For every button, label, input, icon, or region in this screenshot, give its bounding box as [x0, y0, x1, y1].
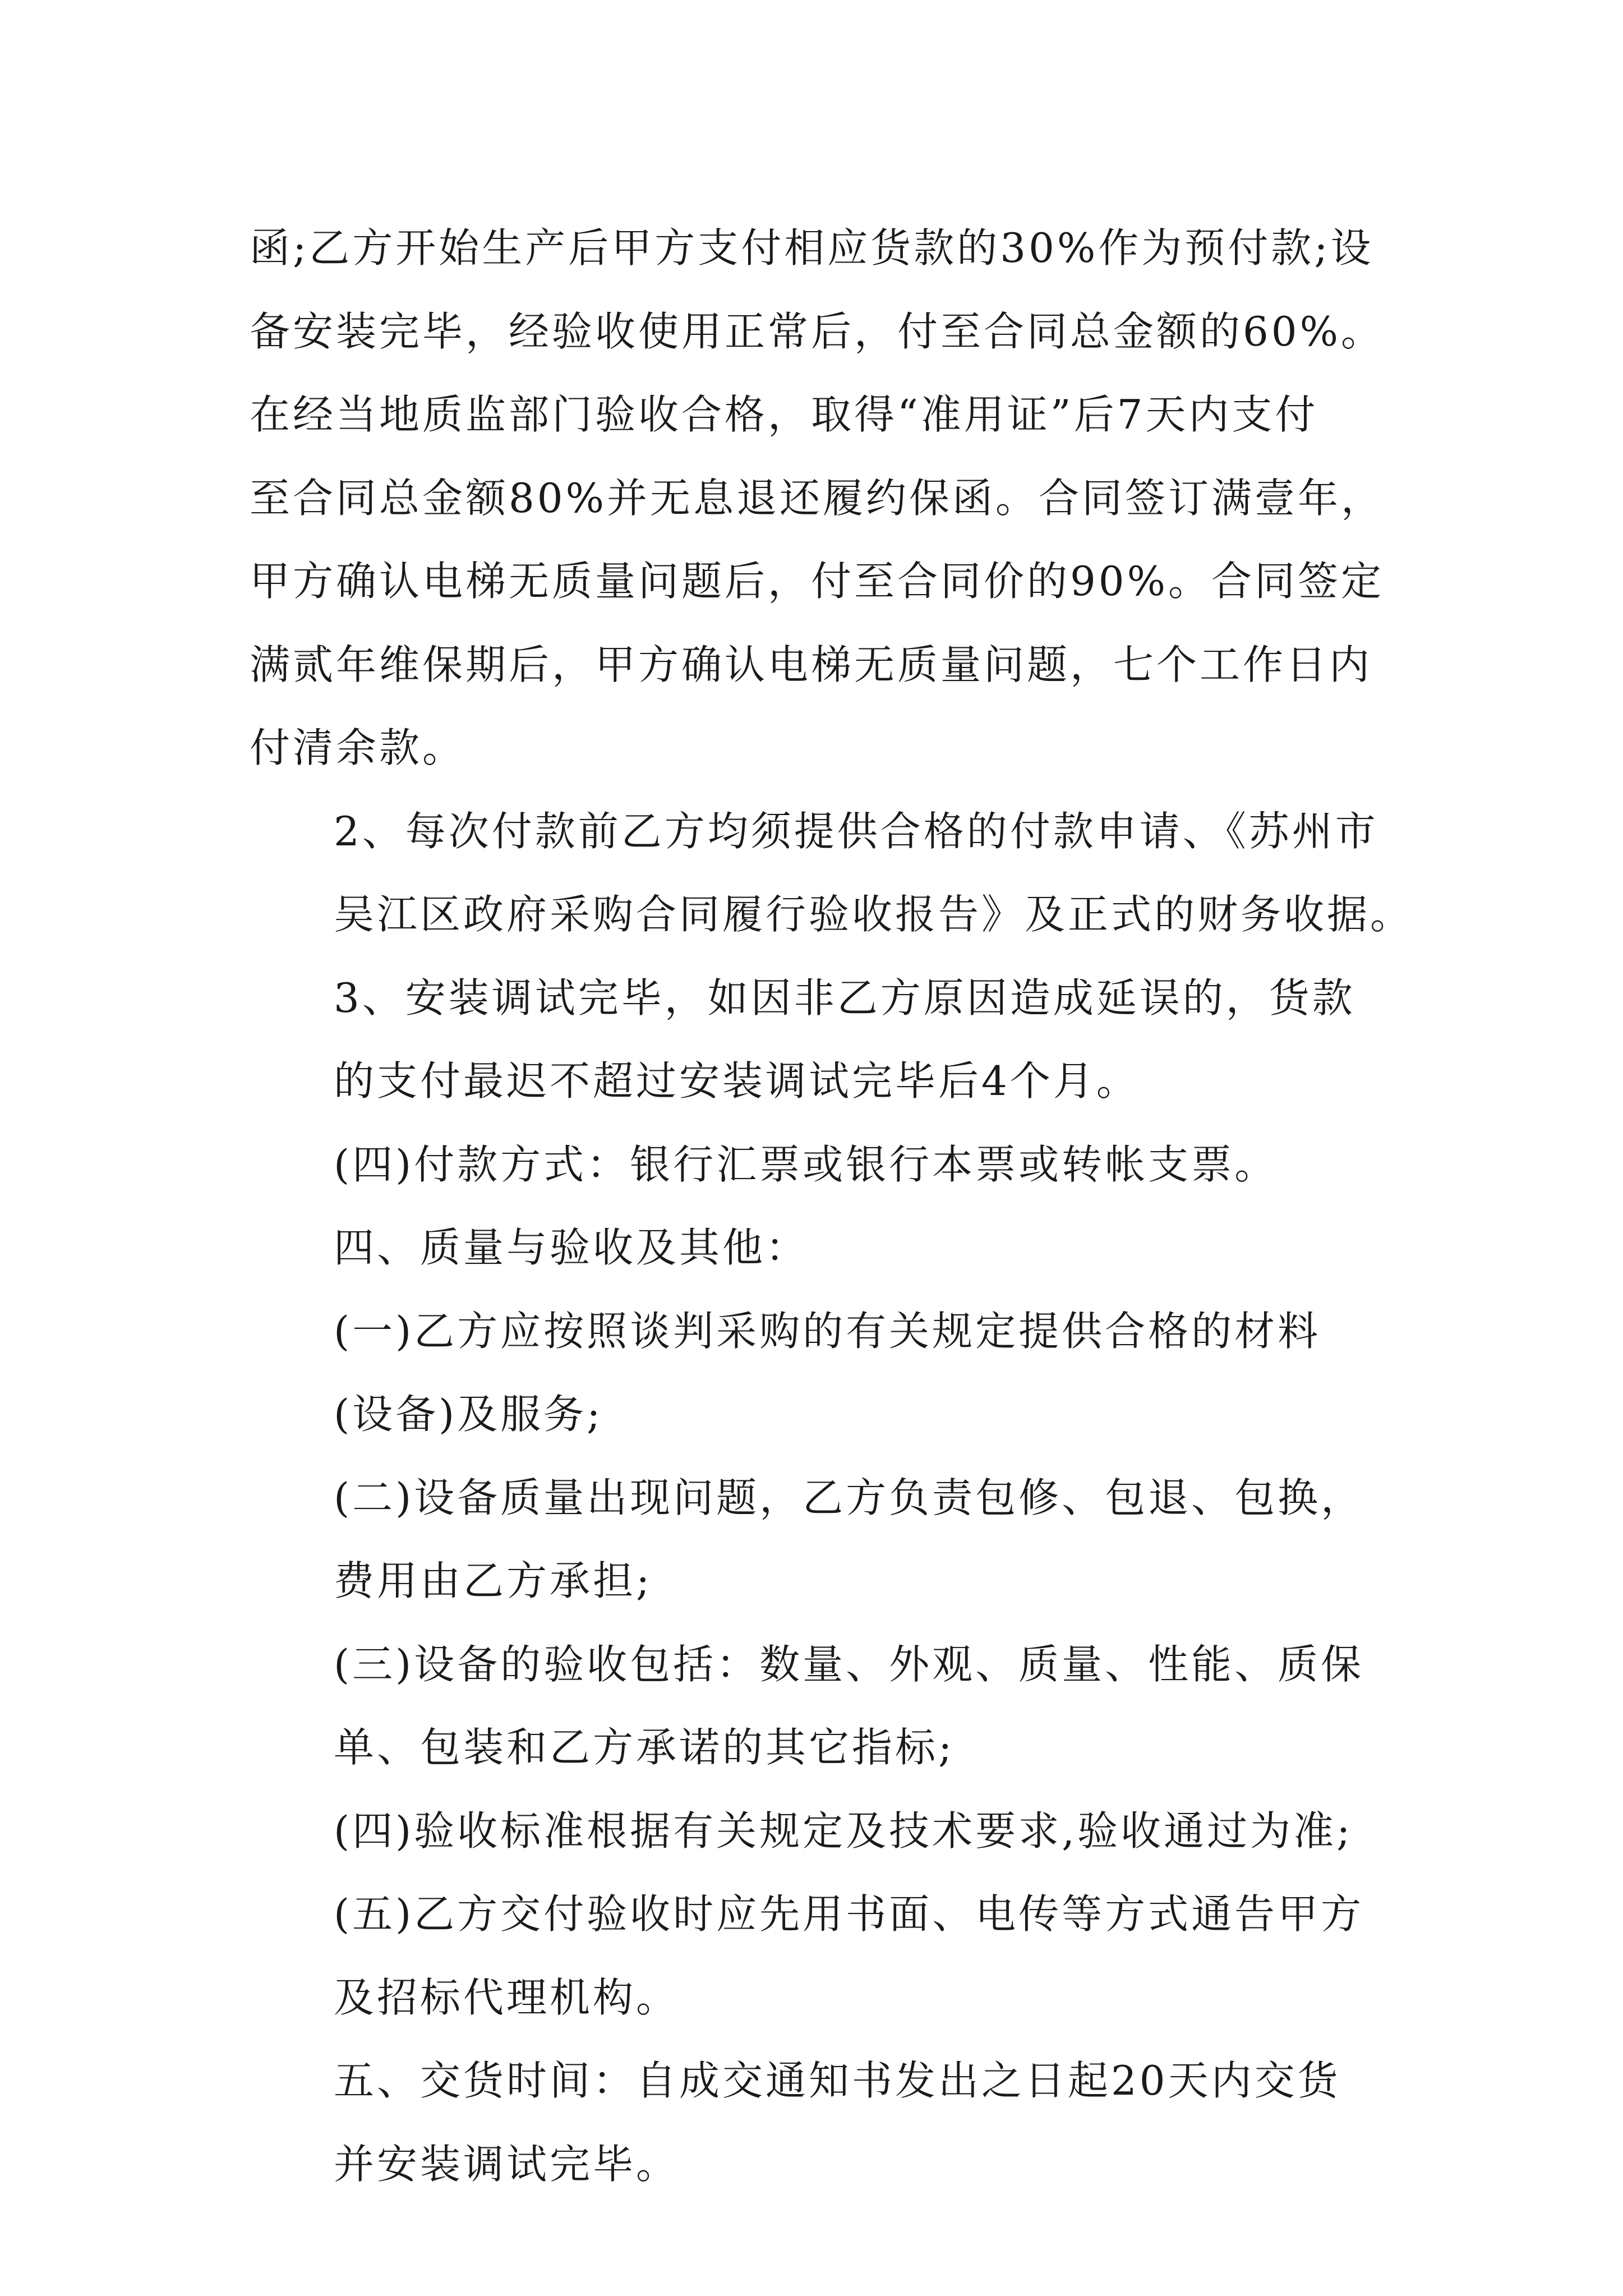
- paragraph: [250, 2039, 1377, 2206]
- paragraph: [250, 1623, 1377, 1789]
- text-line: 吴江区政府采购合同履行验收报告》及正式的财务收据。: [334, 891, 1414, 938]
- contract-body-text: [250, 206, 1414, 2206]
- text-line: (一)乙方应按照谈判采购的有关规定提供合格的材料: [334, 1307, 1321, 1355]
- text-line: (四)付款方式：银行汇票或银行本票或转帐支票。: [334, 1140, 1278, 1188]
- paragraph: [250, 206, 1385, 790]
- text-line: (设备)及服务;: [334, 1391, 603, 1438]
- paragraph: [250, 956, 1377, 1123]
- paragraph: [250, 1290, 1377, 1456]
- text-line: 及招标代理机构。: [334, 1973, 680, 2021]
- text-line: (二)设备质量出现问题，乙方负责包修、包退、包换，: [334, 1474, 1364, 1521]
- text-line: 函;乙方开始生产后甲方支付相应货款的30%作为预付款;设: [250, 224, 1374, 272]
- text-line: 在经当地质监部门验收合格，取得“准用证”后7天内支付: [250, 391, 1318, 438]
- text-line: 2、每次付款前乙方均须提供合格的付款申请、《苏州市: [334, 807, 1378, 855]
- paragraph: [250, 1872, 1377, 2039]
- text-line: 付清余款。: [250, 724, 466, 771]
- text-line: (三)设备的验收包括：数量、外观、质量、性能、质保: [334, 1640, 1364, 1688]
- text-line: 甲方确认电梯无质量问题后，付至合同价的90%。合同签定: [250, 558, 1385, 605]
- text-line: 至合同总金额80%并无息退还履约保函。合同签订满壹年，: [250, 474, 1385, 522]
- text-line: 3、安装调试完毕，如因非乙方原因造成延误的，货款: [334, 974, 1355, 1022]
- paragraph: [250, 1206, 1377, 1290]
- paragraph: [250, 1456, 1377, 1623]
- paragraph: [250, 1789, 1377, 1873]
- text-line: 的支付最迟不超过安装调试完毕后4个月。: [334, 1057, 1140, 1105]
- paragraph: [250, 1123, 1377, 1207]
- text-line: 满贰年维保期后，甲方确认电梯无质量问题，七个工作日内: [250, 641, 1373, 688]
- text-line: 五、交货时间：自成交通知书发出之日起20天内交货: [334, 2057, 1341, 2104]
- text-line: 费用由乙方承担;: [334, 1557, 653, 1604]
- text-line: 并安装调试完毕。: [334, 2140, 680, 2188]
- text-line: (四)验收标准根据有关规定及技术要求,验收通过为准;: [334, 1807, 1353, 1855]
- text-line: 单、包装和乙方承诺的其它指标;: [334, 1724, 955, 1771]
- paragraph: [250, 790, 1414, 956]
- text-line: 备安装完毕，经验收使用正常后，付至合同总金额的60%。: [250, 307, 1385, 355]
- text-line: (五)乙方交付验收时应先用书面、电传等方式通告甲方: [334, 1890, 1364, 1938]
- text-line: 四、质量与验收及其他：: [334, 1224, 809, 1271]
